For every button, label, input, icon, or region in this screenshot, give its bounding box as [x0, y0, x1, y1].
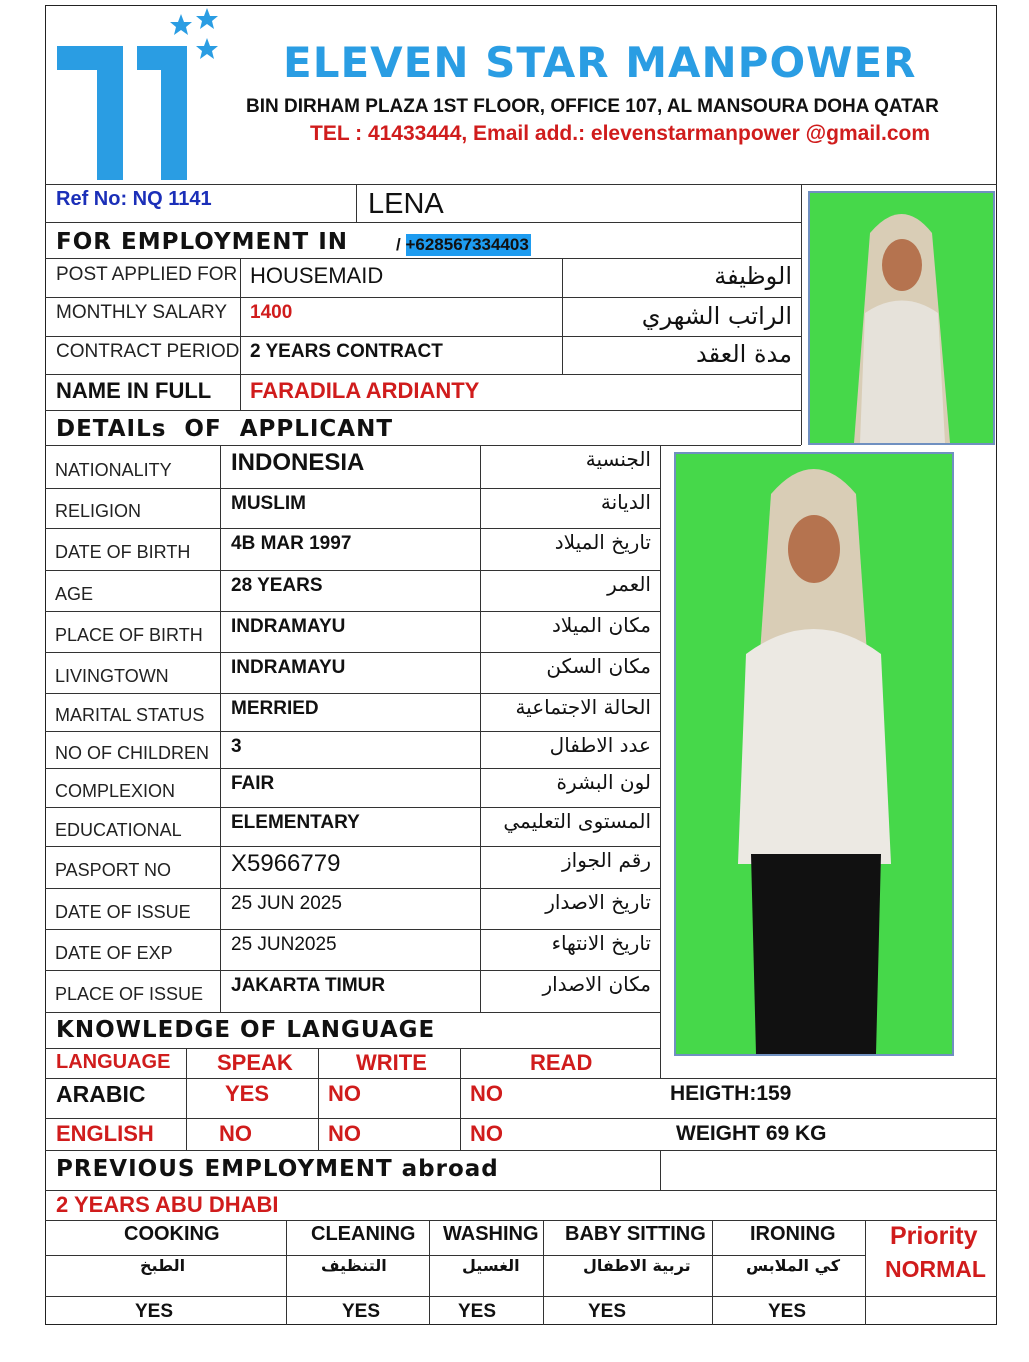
- skill-babysitting-arabic: تربية الاطفال: [583, 1256, 691, 1275]
- detail-label: DATE OF ISSUE: [55, 901, 191, 922]
- company-logo: [55, 8, 230, 186]
- short-name: LENA: [368, 188, 444, 220]
- detail-value: INDRAMAYU: [231, 616, 346, 637]
- language-row-english-name: ENGLISH: [56, 1121, 154, 1146]
- language-row-arabic-write: NO: [328, 1081, 361, 1106]
- detail-arabic: الحالة الاجتماعية: [515, 695, 651, 719]
- contract-label: CONTRACT PERIOD: [56, 341, 240, 362]
- detail-value: 4B MAR 1997: [231, 533, 352, 554]
- detail-arabic: المستوى التعليمي: [503, 809, 651, 833]
- detail-value: MUSLIM: [231, 493, 306, 514]
- skill-cooking-label: COOKING: [124, 1223, 220, 1245]
- skill-cleaning-label: CLEANING: [311, 1223, 416, 1245]
- company-address: BIN DIRHAM PLAZA 1ST FLOOR, OFFICE 107, AL MANSOURA DOHA QATAR: [246, 96, 939, 117]
- company-contact: TEL : 41433444, Email add.: elevenstarmanpower @gmail.com: [310, 122, 931, 145]
- detail-label: EDUCATIONAL: [55, 819, 182, 840]
- detail-value: JAKARTA TIMUR: [231, 975, 386, 996]
- skill-washing-arabic: الغسيل: [462, 1256, 520, 1275]
- language-header-language: LANGUAGE: [56, 1051, 171, 1073]
- language-header-read: READ: [530, 1050, 593, 1075]
- post-applied-arabic: الوظيفة: [714, 262, 792, 290]
- salary-label: MONTHLY SALARY: [56, 302, 228, 323]
- detail-label: COMPLEXION: [55, 780, 176, 801]
- detail-arabic: رقم الجواز: [562, 848, 651, 872]
- skill-cleaning-value: YES: [342, 1301, 381, 1322]
- previous-employment-value: 2 YEARS ABU DHABI: [56, 1192, 279, 1217]
- skill-cooking-arabic: الطبخ: [140, 1256, 186, 1275]
- language-row-arabic-read: NO: [470, 1081, 503, 1106]
- post-applied-value: HOUSEMAID: [250, 263, 384, 288]
- language-row-arabic-speak: YES: [225, 1081, 270, 1106]
- language-row-english-speak: NO: [219, 1121, 252, 1146]
- skill-babysitting-label: BABY SITTING: [565, 1223, 706, 1245]
- detail-label: NO OF CHILDREN: [55, 742, 210, 763]
- detail-value: 3: [231, 736, 242, 757]
- language-row-arabic-name: ARABIC: [56, 1081, 146, 1107]
- detail-value: X5966779: [231, 850, 341, 877]
- detail-label: RELIGION: [55, 501, 142, 521]
- detail-arabic: العمر: [607, 572, 651, 596]
- skill-ironing-arabic: كي الملابس: [746, 1256, 841, 1275]
- language-header-write: WRITE: [356, 1050, 427, 1075]
- employment-value: / +628567334403: [396, 235, 529, 254]
- detail-value: 25 JUN 2025: [231, 893, 342, 914]
- detail-label: NATIONALITY: [55, 459, 172, 480]
- detail-arabic: الديانة: [600, 490, 651, 514]
- language-row-english-write: NO: [328, 1121, 361, 1146]
- details-title: DETAILs OF APPLICANT: [56, 416, 394, 442]
- skill-washing-label: WASHING: [443, 1223, 539, 1245]
- salary-value: 1400: [250, 302, 293, 323]
- detail-arabic: تاريخ الميلاد: [554, 530, 651, 554]
- detail-arabic: لون البشرة: [556, 770, 651, 794]
- detail-value: FAIR: [231, 773, 275, 794]
- fullname-value: FARADILA ARDIANTY: [250, 378, 480, 403]
- contract-arabic: مدة العقد: [696, 340, 792, 368]
- detail-value: ELEMENTARY: [231, 812, 360, 833]
- previous-employment-title: PREVIOUS EMPLOYMENT abroad: [56, 1156, 499, 1182]
- priority-label: Priority: [890, 1222, 978, 1250]
- skill-cooking-value: YES: [135, 1301, 174, 1322]
- skill-babysitting-value: YES: [588, 1301, 627, 1322]
- detail-label: PLACE OF BIRTH: [55, 624, 203, 645]
- detail-label: LIVINGTOWN: [55, 665, 169, 686]
- detail-arabic: تاريخ الاصدار: [545, 890, 651, 914]
- language-header-speak: SPEAK: [217, 1050, 293, 1075]
- height-value: HEIGTH:159: [670, 1082, 792, 1105]
- detail-value: 25 JUN2025: [231, 934, 337, 955]
- employment-label: FOR EMPLOYMENT IN: [56, 229, 349, 255]
- language-row-english-read: NO: [470, 1121, 503, 1146]
- fullname-label: NAME IN FULL: [56, 378, 212, 403]
- applicant-photo-large: [674, 452, 954, 1056]
- contract-value: 2 YEARS CONTRACT: [250, 341, 443, 362]
- weight-value: WEIGHT 69 KG: [676, 1122, 827, 1145]
- detail-label: AGE: [55, 583, 94, 604]
- priority-value: NORMAL: [885, 1256, 986, 1282]
- detail-value: 28 YEARS: [231, 575, 323, 596]
- skill-ironing-value: YES: [768, 1301, 807, 1322]
- ref-number: Ref No: NQ 1141: [56, 188, 212, 210]
- detail-label: DATE OF EXP: [55, 942, 173, 963]
- skill-ironing-label: IRONING: [750, 1223, 836, 1245]
- detail-label: DATE OF BIRTH: [55, 542, 191, 562]
- detail-value: MERRIED: [231, 698, 319, 719]
- detail-label: PASPORT NO: [55, 860, 172, 880]
- skill-washing-value: YES: [458, 1301, 497, 1322]
- detail-arabic: مكان الاصدار: [542, 972, 651, 996]
- detail-arabic: الجنسية: [585, 447, 651, 471]
- company-name: ELEVEN STAR MANPOWER: [283, 38, 917, 87]
- detail-value: INDRAMAYU: [231, 657, 346, 678]
- skill-cleaning-arabic: التنظيف: [321, 1256, 387, 1275]
- detail-label: PLACE OF ISSUE: [55, 984, 204, 1004]
- detail-arabic: عدد الاطفال: [549, 733, 651, 757]
- salary-arabic: الراتب الشهري: [641, 302, 792, 330]
- post-applied-label: POST APPLIED FOR: [56, 264, 238, 285]
- detail-arabic: تاريخ الانتهاء: [551, 931, 651, 955]
- detail-arabic: مكان السكن: [546, 654, 651, 678]
- detail-arabic: مكان الميلاد: [552, 613, 651, 637]
- detail-label: MARITAL STATUS: [55, 705, 205, 725]
- detail-value: INDONESIA: [231, 449, 365, 476]
- language-title: KNOWLEDGE OF LANGUAGE: [56, 1017, 436, 1043]
- applicant-photo-small: [808, 191, 995, 445]
